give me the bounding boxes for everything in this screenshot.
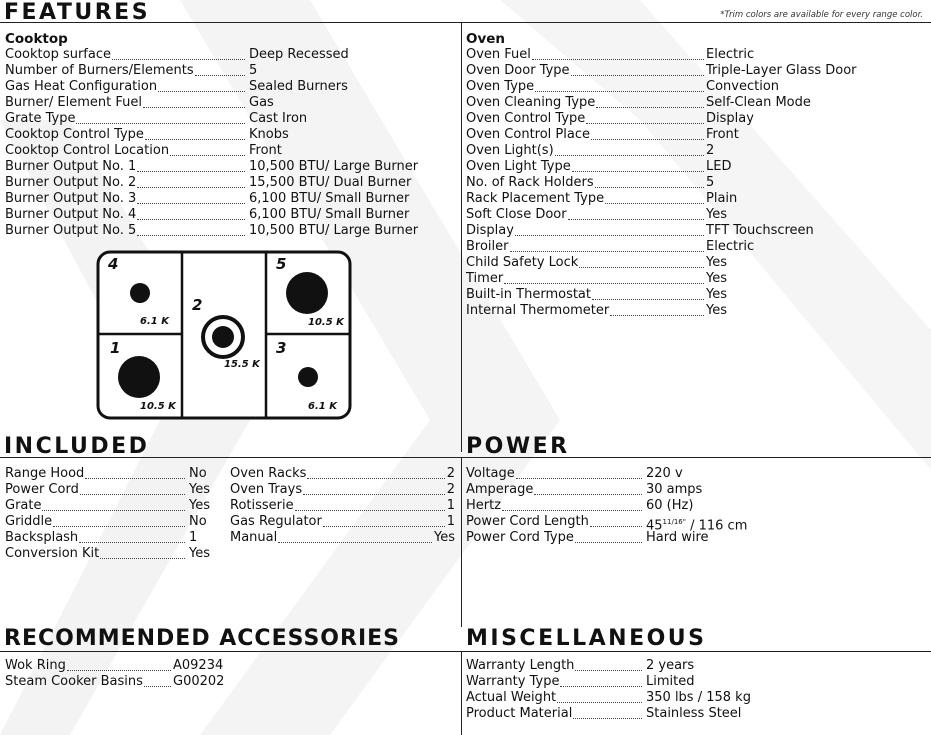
spec-row bbox=[466, 514, 926, 534]
dot-leader bbox=[67, 658, 171, 671]
dot-leader bbox=[595, 175, 704, 188]
burner-2-icon bbox=[203, 317, 243, 357]
spec-row bbox=[5, 658, 245, 674]
spec-label: Burner Output No. 3 bbox=[5, 191, 137, 206]
dot-leader bbox=[112, 47, 245, 60]
spec-value: No bbox=[189, 466, 207, 481]
spec-label: Cooktop Control Type bbox=[5, 127, 144, 142]
spec-value: 220 v bbox=[646, 466, 683, 481]
spec-row bbox=[5, 482, 215, 498]
spec-value: Yes bbox=[189, 482, 210, 497]
spec-value: Limited bbox=[646, 674, 695, 689]
burner-3-output: 6.1 K bbox=[308, 401, 337, 412]
spec-row bbox=[466, 63, 926, 79]
spec-label: Built-in Thermostat bbox=[466, 287, 591, 302]
spec-label: Oven Type bbox=[466, 79, 535, 94]
spec-label: Cooktop surface bbox=[5, 47, 111, 62]
spec-row bbox=[466, 143, 926, 159]
spec-value: 2 bbox=[446, 482, 455, 497]
burner-5-icon bbox=[286, 272, 328, 314]
dot-leader bbox=[515, 223, 704, 236]
spec-row bbox=[466, 95, 926, 111]
spec-row bbox=[466, 303, 926, 319]
dot-leader bbox=[516, 466, 642, 479]
spec-label: Cooktop Control Location bbox=[5, 143, 170, 158]
dot-leader bbox=[158, 79, 245, 92]
spec-label: Gas Heat Configuration bbox=[5, 79, 158, 94]
spec-label: Range Hood bbox=[5, 466, 85, 481]
spec-row bbox=[466, 207, 926, 223]
dot-leader bbox=[532, 47, 704, 60]
burner-4-icon bbox=[130, 283, 150, 303]
spec-value: Front bbox=[249, 143, 282, 158]
spec-label: Burner Output No. 2 bbox=[5, 175, 137, 190]
spec-label: Grate bbox=[5, 498, 42, 513]
burner-1-output: 10.5 K bbox=[140, 401, 176, 412]
dot-leader bbox=[579, 255, 704, 268]
features-divider bbox=[461, 22, 462, 452]
spec-value: Electric bbox=[706, 239, 755, 254]
spec-value: Cast Iron bbox=[249, 111, 308, 126]
dot-leader bbox=[573, 706, 642, 719]
dot-leader bbox=[195, 63, 245, 76]
spec-label: Burner Output No. 1 bbox=[5, 159, 137, 174]
spec-value: Triple-Layer Glass Door bbox=[706, 63, 857, 78]
spec-value: LED bbox=[706, 159, 732, 174]
spec-value: Deep Recessed bbox=[249, 47, 349, 62]
dot-leader bbox=[137, 191, 245, 204]
dot-leader bbox=[555, 143, 704, 156]
spec-value: 6,100 BTU/ Small Burner bbox=[249, 207, 410, 222]
dot-leader bbox=[53, 514, 185, 527]
burner-2-output: 15.5 K bbox=[224, 359, 260, 370]
dot-leader bbox=[535, 79, 704, 92]
spec-value: 5 bbox=[706, 175, 715, 190]
spec-row bbox=[466, 111, 926, 127]
spec-value: 10,500 BTU/ Large Burner bbox=[249, 159, 419, 174]
dot-leader bbox=[137, 159, 245, 172]
spec-row bbox=[466, 674, 926, 690]
spec-label: Oven Control Type bbox=[466, 111, 586, 126]
dot-leader bbox=[303, 482, 445, 495]
spec-label: Oven Cleaning Type bbox=[466, 95, 596, 110]
spec-row bbox=[466, 690, 926, 706]
spec-row bbox=[466, 223, 926, 239]
spec-label: Oven Control Place bbox=[466, 127, 590, 142]
dot-leader bbox=[170, 143, 245, 156]
spec-row bbox=[5, 79, 445, 95]
misc-spec-list bbox=[466, 658, 926, 722]
spec-row bbox=[5, 143, 445, 159]
spec-row bbox=[466, 159, 926, 175]
spec-label: Actual Weight bbox=[466, 690, 557, 705]
spec-value-rest: / 116 cm bbox=[685, 518, 748, 534]
spec-row bbox=[230, 498, 455, 514]
spec-label: Steam Cooker Basins bbox=[5, 674, 143, 689]
spec-value: 15,500 BTU/ Dual Burner bbox=[249, 175, 412, 190]
dot-leader bbox=[572, 159, 704, 172]
spec-value: Gas bbox=[249, 95, 274, 110]
spec-label: Rack Placement Type bbox=[466, 191, 605, 206]
spec-label: Soft Close Door bbox=[466, 207, 567, 222]
spec-row bbox=[466, 658, 926, 674]
spec-value: Yes bbox=[706, 287, 727, 302]
spec-value: Yes bbox=[706, 271, 727, 286]
dot-leader bbox=[143, 95, 245, 108]
spec-row bbox=[5, 674, 245, 690]
dot-leader bbox=[575, 658, 642, 671]
dot-leader bbox=[42, 498, 185, 511]
dot-leader bbox=[591, 127, 704, 140]
dot-leader bbox=[145, 127, 245, 140]
spec-label: Warranty Length bbox=[466, 658, 575, 673]
burner-layout-diagram bbox=[96, 250, 352, 420]
spec-value: Electric bbox=[706, 47, 755, 62]
spec-row bbox=[230, 482, 455, 498]
accessories-title: RECOMMENDED ACCESSORIES bbox=[4, 626, 401, 651]
spec-label: Hertz bbox=[466, 498, 502, 513]
included-power-rule bbox=[0, 457, 931, 458]
spec-label: Oven Door Type bbox=[466, 63, 570, 78]
dot-leader bbox=[568, 207, 704, 220]
dot-leader bbox=[510, 239, 704, 252]
spec-label: Oven Light(s) bbox=[466, 143, 554, 158]
spec-value: Hard wire bbox=[646, 530, 709, 545]
spec-row bbox=[466, 706, 926, 722]
spec-label: Timer bbox=[466, 271, 504, 286]
dot-leader bbox=[502, 498, 642, 511]
oven-spec-list bbox=[466, 47, 926, 319]
dot-leader bbox=[586, 111, 704, 124]
spec-value: Plain bbox=[706, 191, 738, 206]
spec-row bbox=[5, 127, 445, 143]
spec-value: 2 bbox=[706, 143, 715, 158]
features-rule bbox=[0, 22, 931, 23]
spec-value: Yes bbox=[706, 207, 727, 222]
spec-label: Oven Racks bbox=[230, 466, 307, 481]
spec-label: Gas Regulator bbox=[230, 514, 322, 529]
spec-label: Display bbox=[466, 223, 514, 238]
spec-value-main: 45 bbox=[646, 518, 663, 534]
spec-label: Burner/ Element Fuel bbox=[5, 95, 142, 110]
spec-value: No bbox=[189, 514, 207, 529]
spec-value: Yes bbox=[189, 546, 210, 561]
dot-leader bbox=[323, 514, 445, 527]
included-list-right bbox=[230, 466, 455, 546]
dot-leader bbox=[85, 466, 185, 479]
spec-label: Burner Output No. 4 bbox=[5, 207, 137, 222]
spec-row bbox=[5, 175, 445, 191]
spec-row bbox=[5, 498, 215, 514]
accessories-list bbox=[5, 658, 245, 690]
spec-value: 1 bbox=[446, 514, 455, 529]
dot-leader bbox=[571, 63, 704, 76]
spec-value: 60 (Hz) bbox=[646, 498, 694, 513]
spec-row bbox=[466, 239, 926, 255]
spec-row bbox=[466, 127, 926, 143]
features-title: FEATURES bbox=[4, 0, 151, 25]
spec-row bbox=[5, 207, 445, 223]
dot-leader bbox=[144, 674, 171, 687]
spec-value: A09234 bbox=[173, 658, 224, 673]
spec-label: Conversion Kit bbox=[5, 546, 100, 561]
dot-leader bbox=[575, 530, 642, 543]
spec-label: Warranty Type bbox=[466, 674, 560, 689]
oven-heading: Oven bbox=[466, 31, 506, 47]
dot-leader bbox=[605, 191, 704, 204]
misc-title: MISCELLANEOUS bbox=[466, 626, 707, 651]
spec-row bbox=[5, 466, 215, 482]
spec-row bbox=[466, 530, 926, 546]
spec-value: Yes bbox=[706, 303, 727, 318]
spec-value: 350 lbs / 158 kg bbox=[646, 690, 751, 705]
spec-label: Oven Fuel bbox=[466, 47, 531, 62]
spec-value: 1 bbox=[446, 498, 455, 513]
spec-row bbox=[5, 514, 215, 530]
burner-4-number: 4 bbox=[108, 255, 119, 273]
cooktop-heading: Cooktop bbox=[5, 31, 68, 47]
dot-leader bbox=[137, 207, 245, 220]
spec-row bbox=[466, 466, 926, 482]
spec-value: Self-Clean Mode bbox=[706, 95, 811, 110]
spec-row bbox=[466, 271, 926, 287]
spec-value: 30 amps bbox=[646, 482, 703, 497]
spec-label: No. of Rack Holders bbox=[466, 175, 594, 190]
spec-label: Oven Trays bbox=[230, 482, 303, 497]
spec-value: Knobs bbox=[249, 127, 289, 142]
spec-value: 5 bbox=[249, 63, 258, 78]
spec-label: Power Cord Length bbox=[466, 514, 589, 529]
spec-row bbox=[466, 79, 926, 95]
spec-label: Internal Thermometer bbox=[466, 303, 610, 318]
spec-label: Broiler bbox=[466, 239, 509, 254]
spec-row bbox=[5, 546, 215, 562]
power-spec-list bbox=[466, 466, 926, 546]
burner-5-number: 5 bbox=[276, 255, 287, 273]
spec-row bbox=[5, 191, 445, 207]
spec-value-fraction: 11/16" bbox=[662, 518, 686, 526]
spec-value: 2 years bbox=[646, 658, 695, 673]
accessories-misc-divider bbox=[461, 651, 462, 735]
dot-leader bbox=[590, 514, 642, 527]
trim-colors-note: *Trim colors are available for every range color. bbox=[720, 10, 923, 20]
spec-value: Stainless Steel bbox=[646, 706, 742, 721]
dot-leader bbox=[610, 303, 704, 316]
burner-5-output: 10.5 K bbox=[308, 317, 344, 328]
included-list-left bbox=[5, 466, 215, 562]
spec-row bbox=[5, 159, 445, 175]
spec-value: Yes bbox=[706, 255, 727, 270]
spec-label: Power Cord Type bbox=[466, 530, 574, 545]
spec-value: 6,100 BTU/ Small Burner bbox=[249, 191, 410, 206]
accessories-misc-rule bbox=[0, 651, 931, 652]
dot-leader bbox=[278, 530, 432, 543]
burner-3-number: 3 bbox=[276, 339, 287, 357]
spec-value: Yes bbox=[189, 498, 210, 513]
spec-label: Grate Type bbox=[5, 111, 76, 126]
spec-value: G00202 bbox=[173, 674, 225, 689]
spec-row bbox=[466, 47, 926, 63]
spec-value: TFT Touchscreen bbox=[706, 223, 814, 238]
spec-row bbox=[466, 191, 926, 207]
spec-row bbox=[466, 287, 926, 303]
dot-leader bbox=[596, 95, 704, 108]
dot-leader bbox=[560, 674, 642, 687]
spec-row bbox=[230, 530, 455, 546]
spec-label: Power Cord bbox=[5, 482, 79, 497]
spec-value: Display bbox=[706, 111, 754, 126]
spec-label: Backsplash bbox=[5, 530, 79, 545]
spec-label: Manual bbox=[230, 530, 278, 545]
spec-label: Product Material bbox=[466, 706, 573, 721]
dot-leader bbox=[504, 271, 704, 284]
spec-label: Child Safety Lock bbox=[466, 255, 579, 270]
spec-label: Number of Burners/Elements bbox=[5, 63, 194, 78]
spec-label: Burner Output No. 5 bbox=[5, 223, 137, 238]
power-title: POWER bbox=[466, 434, 570, 459]
dot-leader bbox=[307, 466, 445, 479]
spec-value: Sealed Burners bbox=[249, 79, 348, 94]
spec-row bbox=[466, 175, 926, 191]
dot-leader bbox=[557, 690, 642, 703]
spec-label: Rotisserie bbox=[230, 498, 294, 513]
spec-label: Voltage bbox=[466, 466, 515, 481]
dot-leader bbox=[137, 223, 245, 236]
spec-row bbox=[5, 47, 445, 63]
spec-label: Griddle bbox=[5, 514, 53, 529]
dot-leader bbox=[137, 175, 245, 188]
burner-3-icon bbox=[298, 367, 318, 387]
dot-leader bbox=[534, 482, 642, 495]
spec-label: Amperage bbox=[466, 482, 534, 497]
burner-4-output: 6.1 K bbox=[140, 316, 169, 327]
spec-value: Yes bbox=[434, 530, 455, 545]
spec-row bbox=[5, 530, 215, 546]
dot-leader bbox=[100, 546, 185, 559]
spec-row bbox=[5, 95, 445, 111]
spec-label: Wok Ring bbox=[5, 658, 66, 673]
spec-value: Convection bbox=[706, 79, 780, 94]
spec-row bbox=[230, 514, 455, 530]
spec-label: Oven Light Type bbox=[466, 159, 571, 174]
spec-row bbox=[466, 255, 926, 271]
spec-value: Front bbox=[706, 127, 739, 142]
spec-row bbox=[5, 223, 445, 239]
dot-leader bbox=[295, 498, 445, 511]
included-title: INCLUDED bbox=[4, 434, 150, 459]
dot-leader bbox=[80, 482, 185, 495]
spec-value: 1 bbox=[189, 530, 198, 545]
spec-row bbox=[230, 466, 455, 482]
burner-2-number: 2 bbox=[192, 296, 203, 314]
dot-leader bbox=[592, 287, 704, 300]
spec-value: 2 bbox=[446, 466, 455, 481]
spec-row bbox=[466, 482, 926, 498]
spec-row bbox=[5, 111, 445, 127]
spec-row bbox=[5, 63, 445, 79]
dot-leader bbox=[79, 530, 185, 543]
spec-row bbox=[466, 498, 926, 514]
spec-value: 10,500 BTU/ Large Burner bbox=[249, 223, 419, 238]
included-power-divider bbox=[461, 457, 462, 627]
burner-1-number: 1 bbox=[110, 339, 121, 357]
cooktop-spec-list bbox=[5, 47, 445, 239]
dot-leader bbox=[76, 111, 245, 124]
burner-1-icon bbox=[118, 356, 160, 398]
